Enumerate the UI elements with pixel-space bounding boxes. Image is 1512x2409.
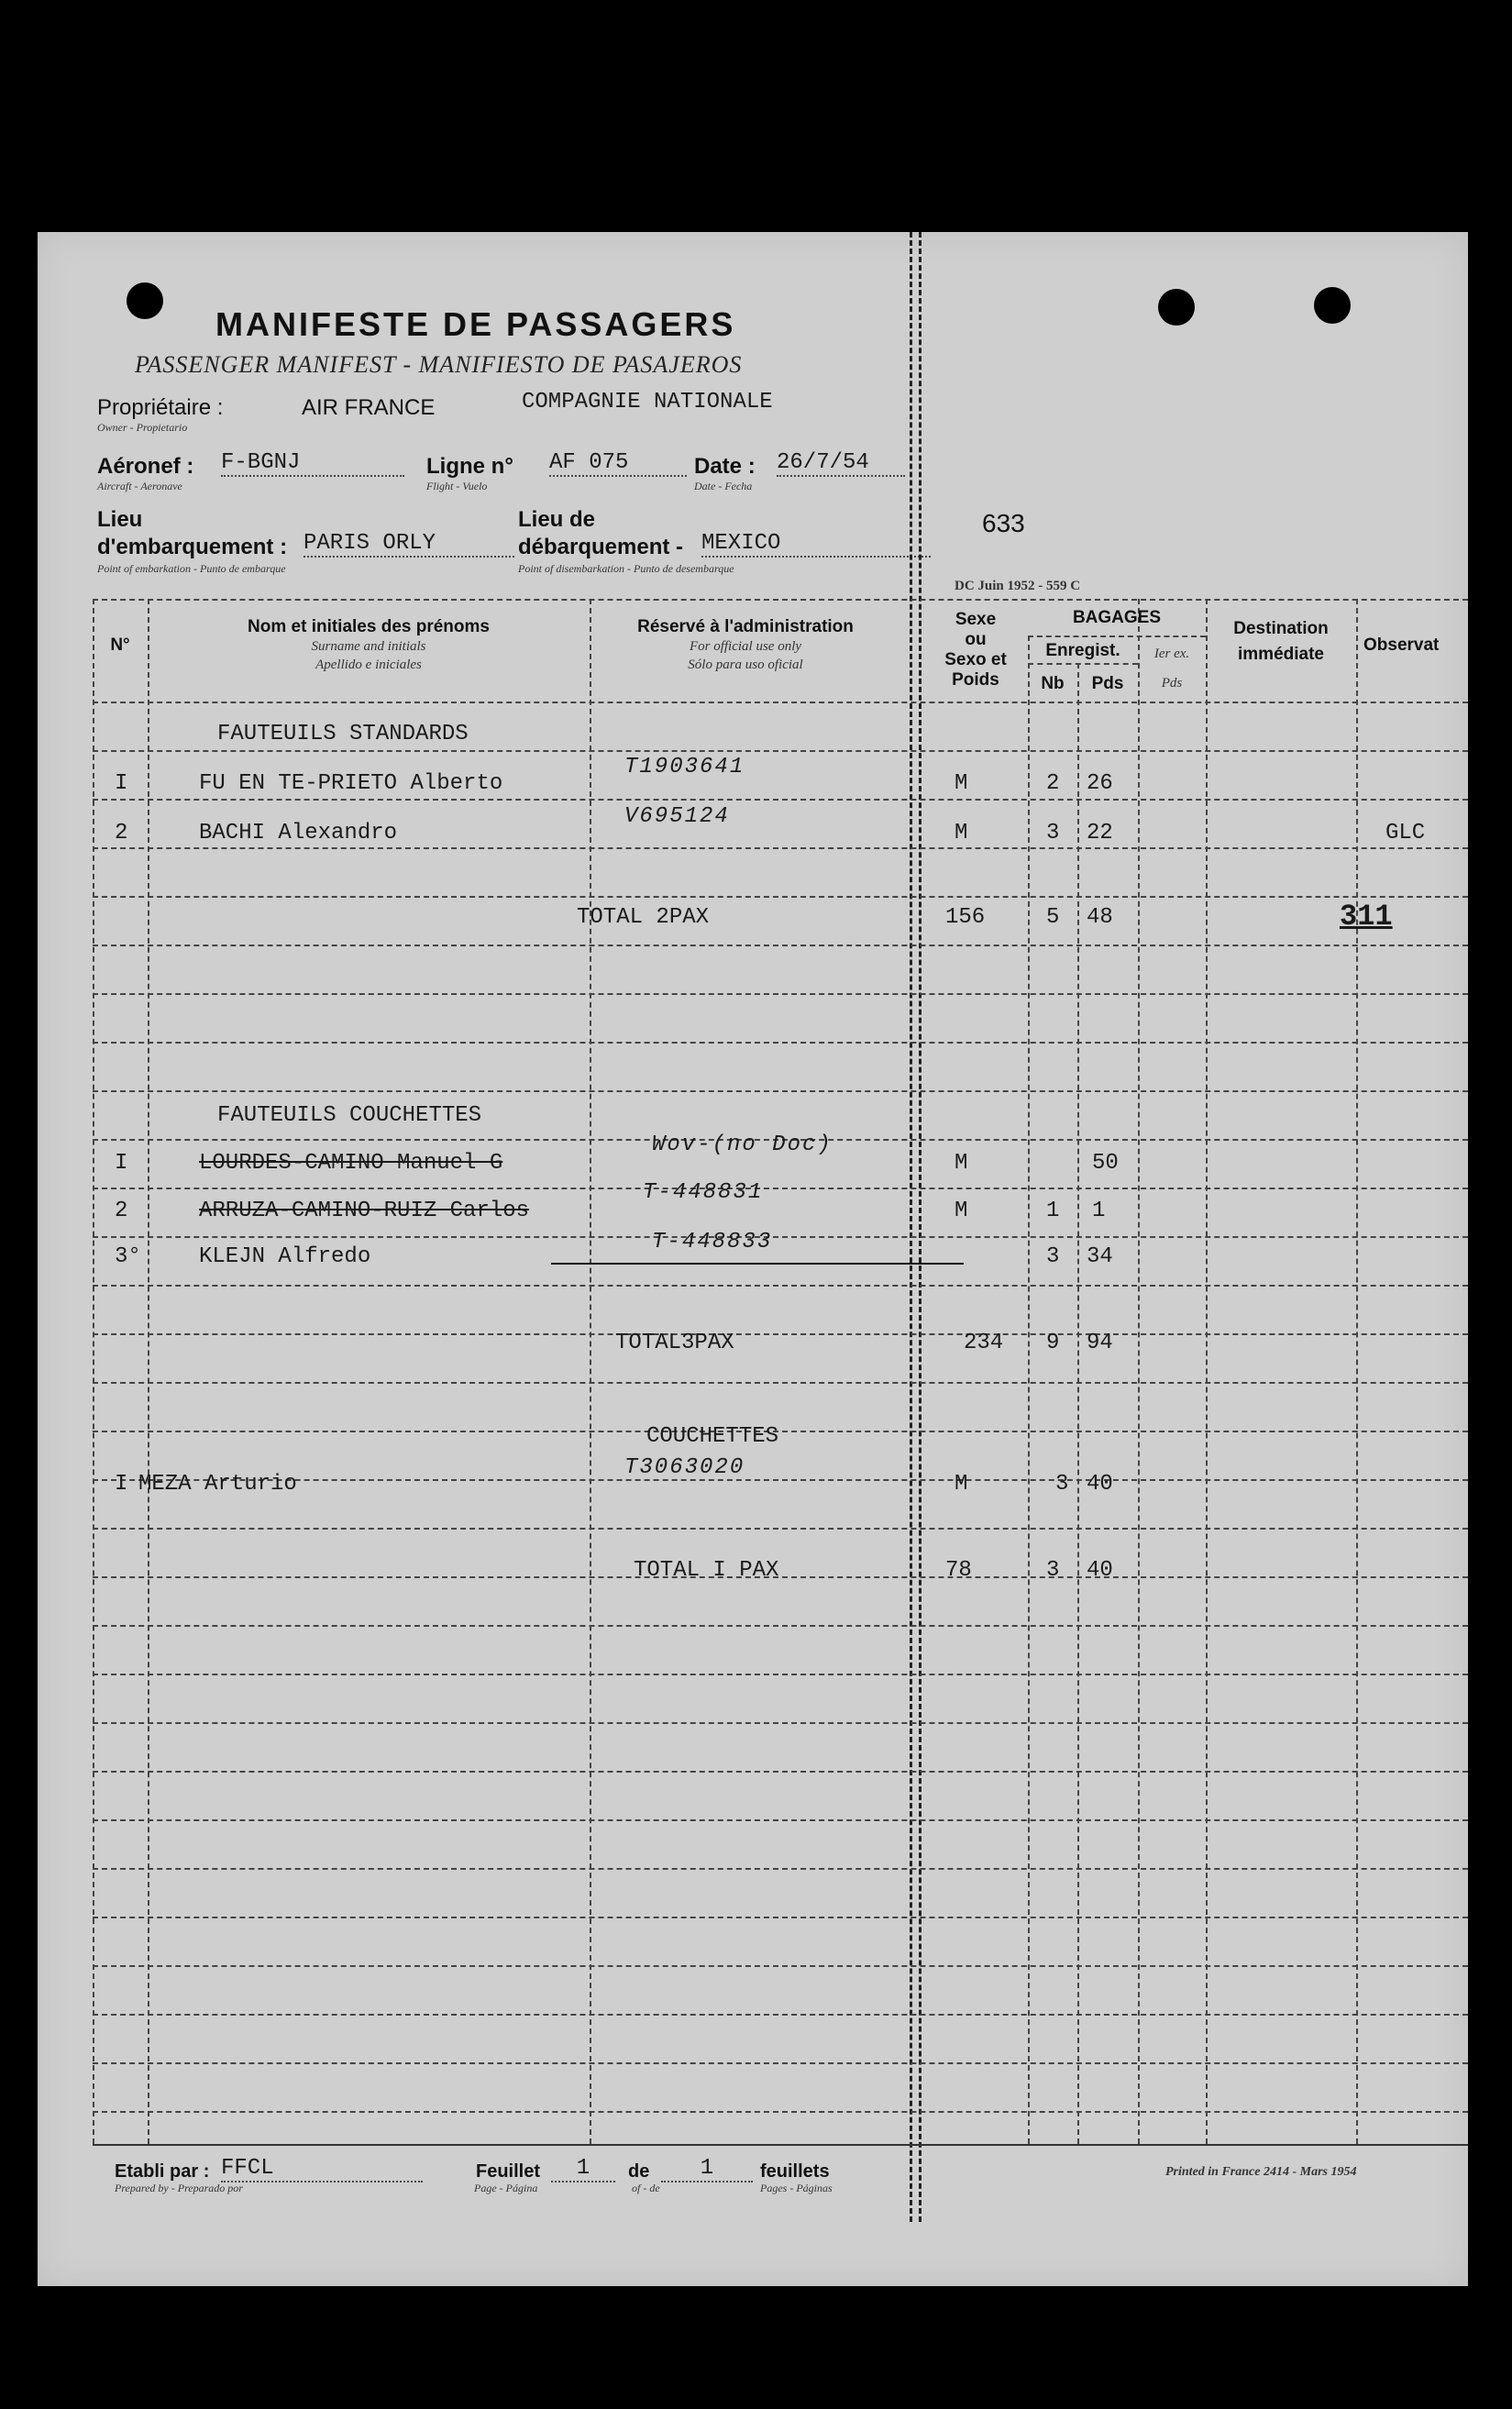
embark-label-1: Lieu [97, 507, 143, 532]
admin-handwritten: V695124 [624, 804, 730, 829]
col-line [148, 599, 149, 2144]
flight-sub: Flight - Vuelo [426, 480, 488, 492]
row-rule [93, 1868, 1468, 1870]
row-rule [93, 847, 1468, 849]
row-rule [93, 1090, 1468, 1092]
row-rule [93, 1479, 1468, 1481]
total-obs: 311 [1340, 900, 1393, 934]
embark-sub: Point of embarkation - Punto de embarque [97, 562, 286, 575]
col-line [1138, 599, 1140, 2144]
total-weight: 78 [945, 1558, 972, 1583]
admin-handwritten: T1903641 [624, 755, 745, 779]
passenger-name: ARRUZA-CAMINO-RUIZ Carlos [199, 1199, 530, 1223]
disembark-label-2: débarquement - [518, 535, 684, 559]
row-rule [93, 750, 1468, 752]
manifest-subtitle: PASSENGER MANIFEST - MANIFIESTO DE PASAJEROS [135, 351, 743, 378]
row-rule [93, 799, 1468, 801]
sex: M [955, 1199, 968, 1223]
owner-extra: COMPAGNIE NATIONALE [522, 390, 773, 414]
observation: GLC [1385, 821, 1426, 845]
bag-pds: 22 [1087, 821, 1113, 845]
row-rule [93, 1382, 1468, 1384]
col-header-nb: Nb [1041, 674, 1065, 693]
col-line [1356, 599, 1358, 2144]
col-header-sex-1: Sexe [955, 610, 997, 629]
row-no: I [115, 1151, 128, 1176]
row-rule [93, 1674, 1468, 1675]
row-rule [93, 1042, 1468, 1044]
page-sub: Page - Página [474, 2182, 538, 2194]
bag-nb: 3 [1046, 821, 1060, 845]
bag-pds: 40 [1087, 1472, 1113, 1497]
col-header-pds: Pds [1091, 674, 1124, 693]
owner-sub: Owner - Propietario [97, 421, 188, 434]
of-value: 1 [661, 2156, 753, 2182]
manifest-sheet [38, 232, 1468, 2286]
col-header-admin-es: Sólo para uso oficial [688, 658, 803, 672]
flight-label: Ligne n° [426, 454, 513, 479]
prepared-sub: Prepared by - Preparado por [115, 2182, 243, 2194]
col-line [1206, 599, 1208, 2144]
section-heading: COUCHETTES [646, 1424, 779, 1449]
row-rule [93, 1528, 1468, 1530]
col-line [93, 599, 94, 2144]
admin-handwritten: T-448831 [643, 1180, 764, 1205]
total-weight: 234 [964, 1331, 1004, 1355]
enregist-sub-rule [1028, 663, 1138, 665]
col-header-sex-4: Poids [952, 670, 999, 690]
page-value: 1 [551, 2156, 615, 2182]
total-nb: 9 [1046, 1331, 1060, 1355]
disembark-value: MEXICO [701, 531, 931, 558]
col-header-no: N° [110, 635, 130, 655]
total-weight: 156 [945, 905, 986, 930]
passenger-name: BACHI Alexandro [199, 821, 398, 845]
col-header-name: Nom et initiales des prénoms [248, 617, 490, 636]
row-rule [93, 1431, 1468, 1432]
row-rule [93, 1236, 1468, 1238]
row-no: 2 [115, 821, 128, 845]
total-nb: 5 [1046, 905, 1060, 930]
prepared-label: Etabli par : [115, 2161, 210, 2182]
bag-nb: 2 [1046, 771, 1060, 796]
row-rule [93, 1576, 1468, 1578]
sex: M [955, 1472, 968, 1497]
row-no: 3° [115, 1244, 141, 1269]
bag-nb: 3 [1046, 1244, 1060, 1269]
row-rule [93, 1965, 1468, 1967]
col-header-name-es: Apellido e iniciales [315, 658, 422, 672]
row-rule [93, 2062, 1468, 2064]
bag-pds: 26 [1087, 771, 1113, 796]
section-heading: FAUTEUILS COUCHETTES [217, 1103, 482, 1128]
bag-nb: 3 [1055, 1472, 1069, 1497]
total-label: TOTAL3PAX [615, 1331, 734, 1355]
col-header-excess: Ier ex. [1153, 646, 1190, 661]
total-pds: 40 [1087, 1558, 1113, 1583]
col-header-enregist: Enregist. [1045, 641, 1120, 660]
table-header-rule [93, 702, 1468, 703]
passenger-name: FU EN TE-PRIETO Alberto [199, 771, 503, 796]
col-header-destination: Destination [1233, 619, 1329, 638]
total-pds: 48 [1087, 905, 1113, 930]
row-no: I [115, 771, 128, 796]
perforation-line [919, 232, 922, 2222]
row-rule [93, 2014, 1468, 2016]
col-header-sex-3: Sexo et [944, 650, 1007, 669]
row-rule [93, 2111, 1468, 2113]
col-line [1077, 663, 1079, 2144]
row-rule [93, 896, 1468, 898]
total-nb: 3 [1046, 1558, 1060, 1583]
pages-label: feuillets [760, 2161, 830, 2182]
sex: M [955, 821, 968, 845]
printed-note: Printed in France 2414 - Mars 1954 [1165, 2165, 1357, 2179]
row-rule [93, 1625, 1468, 1627]
row-no: I [115, 1472, 128, 1497]
of-label: de [628, 2161, 650, 2182]
punch-hole [1314, 287, 1351, 324]
total-label: TOTAL I PAX [634, 1558, 779, 1583]
col-header-sex-2: ou [965, 630, 987, 649]
col-header-admin: Réservé à l'administration [637, 617, 854, 636]
total-label: TOTAL 2PAX [577, 905, 710, 930]
row-rule [93, 1333, 1468, 1335]
bag-pds: 34 [1087, 1244, 1113, 1269]
embark-label-2: d'embarquement : [97, 535, 288, 559]
row-no: 2 [115, 1199, 128, 1223]
date-value: 26/7/54 [777, 450, 905, 477]
row-rule [93, 1917, 1468, 1918]
col-header-bagages: BAGAGES [1072, 608, 1162, 627]
passenger-name: LOURDES-CAMINO Manuel G [199, 1151, 503, 1176]
punch-hole [1158, 289, 1195, 326]
aircraft-label: Aéronef : [97, 454, 194, 479]
section-heading: FAUTEUILS STANDARDS [217, 722, 469, 746]
admin-handwritten: Wov-(no Doc) [652, 1133, 833, 1157]
col-header-admin-en: For official use only [689, 639, 802, 654]
date-label: Date : [694, 454, 756, 479]
passenger-name: MEZA Arturio [138, 1472, 297, 1497]
embark-value: PARIS ORLY [304, 531, 514, 558]
row-rule [93, 993, 1468, 995]
prepared-value: FFCL [221, 2156, 423, 2182]
pages-sub: Pages - Páginas [760, 2182, 833, 2194]
form-code: DC Juin 1952 - 559 C [955, 579, 1081, 593]
admin-handwritten: T-448833 [652, 1230, 773, 1254]
bag-pds: 50 [1092, 1151, 1119, 1176]
owner-label: Propriétaire : [97, 395, 224, 420]
bag-pds: 1 [1092, 1199, 1106, 1223]
total-pds: 94 [1087, 1331, 1113, 1355]
aircraft-sub: Aircraft - Aeronave [97, 480, 182, 492]
manifest-number: 633 [982, 509, 1025, 537]
row-rule [93, 1188, 1468, 1189]
of-sub: of - de [632, 2182, 660, 2194]
disembark-sub: Point of disembarkation - Punto de desembarque [518, 562, 734, 575]
footer-rule [93, 2144, 1468, 2146]
col-header-destination-2: immédiate [1238, 645, 1324, 664]
date-sub: Date - Fecha [694, 480, 753, 492]
aircraft-value: F-BGNJ [221, 450, 404, 477]
bag-nb: 1 [1046, 1199, 1060, 1223]
flight-value: AF 075 [549, 450, 687, 477]
bagages-sub-rule [1028, 635, 1206, 637]
table-top-rule [93, 599, 1468, 601]
owner-value: AIR FRANCE [302, 395, 436, 420]
punch-hole [127, 282, 163, 319]
disembark-label-1: Lieu de [518, 507, 596, 532]
row-rule [93, 1771, 1468, 1773]
col-header-name-en: Surname and initials [311, 639, 426, 654]
col-header-excess-pds: Pds [1161, 676, 1183, 691]
sex: M [955, 1151, 968, 1176]
row-rule [93, 1819, 1468, 1821]
row-rule [93, 1722, 1468, 1724]
strike-line [551, 1263, 964, 1265]
sex: M [955, 771, 968, 796]
page-label: Feuillet [476, 2161, 541, 2182]
col-header-observations: Observat [1363, 635, 1440, 655]
manifest-title: MANIFESTE DE PASSAGERS [215, 305, 736, 343]
col-line [590, 599, 591, 2144]
passenger-name: KLEJN Alfredo [199, 1244, 371, 1269]
row-rule [93, 1285, 1468, 1287]
admin-handwritten: T3063020 [624, 1455, 745, 1480]
perforation-line [910, 232, 912, 2222]
row-rule [93, 945, 1468, 946]
